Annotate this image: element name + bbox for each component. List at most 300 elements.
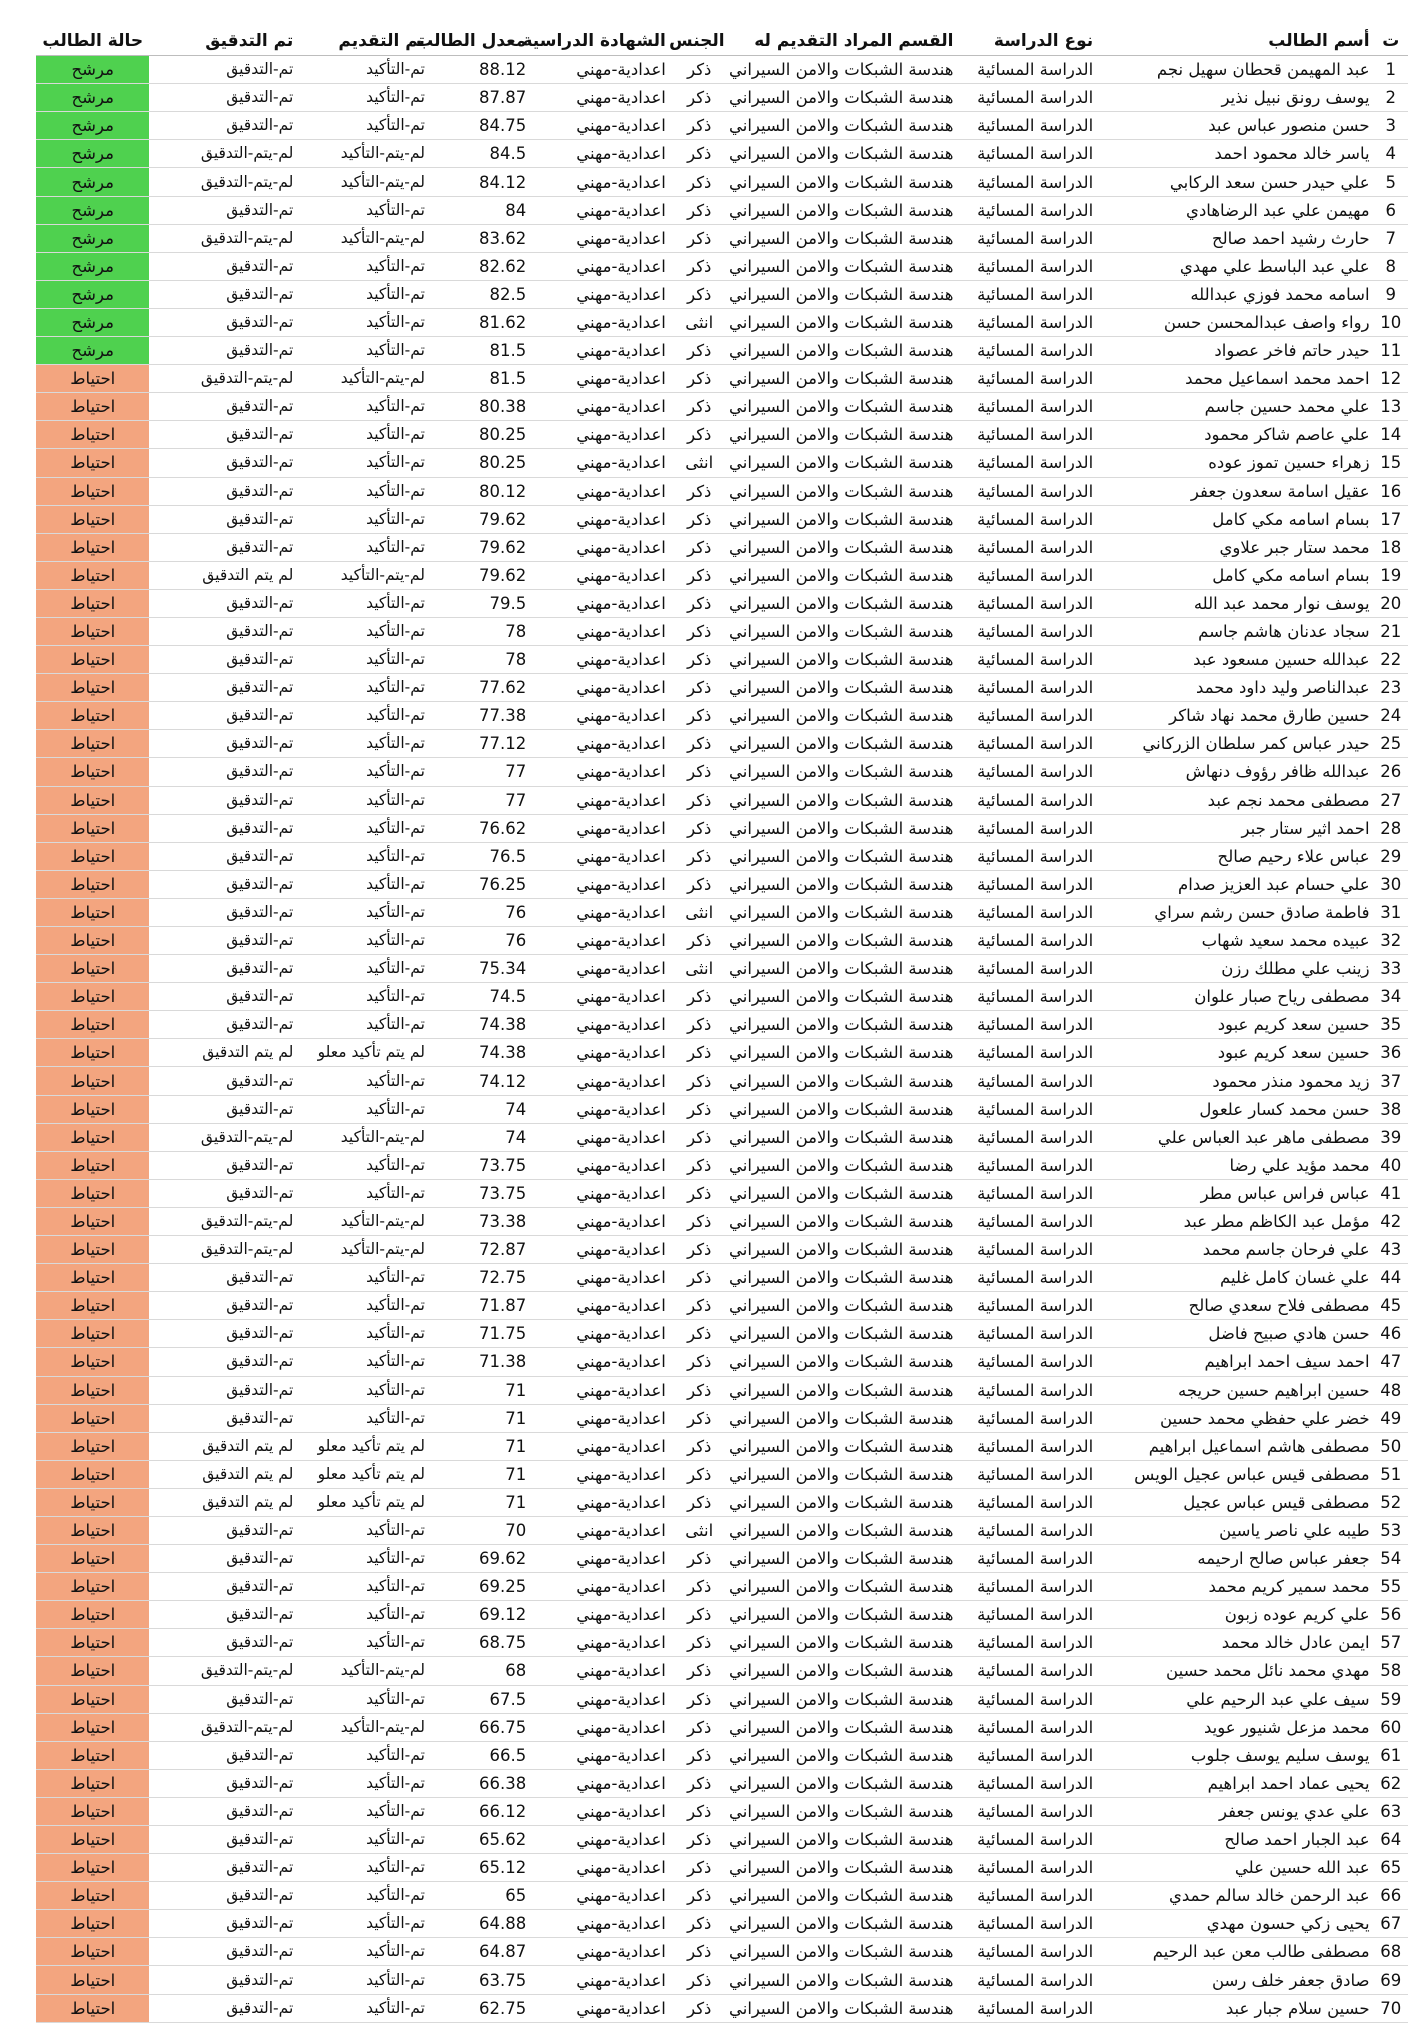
cell-status: احتياط [36,870,149,898]
cell-gender: ذكر [670,1292,729,1320]
cell-certificate: اعدادية-مهني [540,702,670,730]
cell-status: احتياط [36,758,149,786]
cell-name: مصطفى ماهر عبد العباس علي [1097,1123,1373,1151]
cell-gender: ذكر [670,533,729,561]
cell-seq: 35 [1374,1011,1408,1039]
cell-checked: تم-التدقيق [149,252,297,280]
cell-applied: تم-التأكيد [297,196,429,224]
cell-gender: انثى [670,898,729,926]
cell-seq: 60 [1374,1713,1408,1741]
cell-certificate: اعدادية-مهني [540,1826,670,1854]
cell-checked: تم-التدقيق [149,1938,297,1966]
cell-checked: تم-التدقيق [149,1179,297,1207]
cell-average: 70 [429,1516,540,1544]
cell-name: حسين طارق محمد نهاد شاكر [1097,702,1373,730]
cell-gender: ذكر [670,1938,729,1966]
cell-name: حسن منصور عباس عبد [1097,112,1373,140]
cell-status: احتياط [36,505,149,533]
cell-average: 79.62 [429,533,540,561]
table-row [36,477,1408,505]
cell-applied: تم-التأكيد [297,1826,429,1854]
cell-average: 71.75 [429,1320,540,1348]
cell-gender: ذكر [670,337,729,365]
cell-applied: لم يتم تأكيد معلو [297,1432,429,1460]
cell-average: 77.12 [429,730,540,758]
cell-average: 65.62 [429,1826,540,1854]
cell-seq: 41 [1374,1179,1408,1207]
cell-status: احتياط [36,1516,149,1544]
cell-status: مرشح [36,280,149,308]
table-row [36,1011,1408,1039]
cell-study-type: الدراسة المسائية [957,1236,1097,1264]
cell-gender: ذكر [670,674,729,702]
cell-certificate: اعدادية-مهني [540,1573,670,1601]
cell-status: احتياط [36,1320,149,1348]
cell-applied: لم-يتم-التأكيد [297,1236,429,1264]
cell-applied: لم-يتم-التأكيد [297,168,429,196]
cell-certificate: اعدادية-مهني [540,1039,670,1067]
cell-department: هندسة الشبكات والامن السيراني [729,224,958,252]
cell-average: 79.62 [429,505,540,533]
cell-seq: 20 [1374,589,1408,617]
cell-applied: تم-التأكيد [297,758,429,786]
cell-applied: تم-التأكيد [297,1348,429,1376]
cell-gender: ذكر [670,927,729,955]
cell-gender: ذكر [670,1545,729,1573]
cell-seq: 4 [1374,140,1408,168]
cell-applied: تم-التأكيد [297,702,429,730]
cell-certificate: اعدادية-مهني [540,1713,670,1741]
cell-seq: 7 [1374,224,1408,252]
cell-status: احتياط [36,1179,149,1207]
cell-name: مصطفى محمد نجم عبد [1097,786,1373,814]
cell-average: 72.75 [429,1264,540,1292]
cell-study-type: الدراسة المسائية [957,1264,1097,1292]
cell-status: احتياط [36,421,149,449]
table-row [36,168,1408,196]
cell-status: احتياط [36,1713,149,1741]
cell-gender: ذكر [670,84,729,112]
cell-department: هندسة الشبكات والامن السيراني [729,449,958,477]
cell-name: يوسف نوار محمد عبد الله [1097,589,1373,617]
table-row [36,84,1408,112]
cell-name: رواء واصف عبدالمحسن حسن [1097,308,1373,336]
cell-study-type: الدراسة المسائية [957,1573,1097,1601]
header-study-type: نوع الدراسة [957,28,1097,56]
cell-checked: تم-التدقيق [149,1151,297,1179]
cell-department: هندسة الشبكات والامن السيراني [729,646,958,674]
table-row [36,1067,1408,1095]
cell-status: احتياط [36,842,149,870]
cell-name: عبدالله ظافر رؤوف دنهاش [1097,758,1373,786]
cell-name: صادق جعفر خلف رسن [1097,1966,1373,1994]
cell-certificate: اعدادية-مهني [540,1011,670,1039]
cell-checked: تم-التدقيق [149,758,297,786]
cell-certificate: اعدادية-مهني [540,1854,670,1882]
cell-checked: لم-يتم-التدقيق [149,224,297,252]
header-seq: ت [1374,28,1408,56]
cell-certificate: اعدادية-مهني [540,1376,670,1404]
cell-department: هندسة الشبكات والامن السيراني [729,1516,958,1544]
cell-name: حيدر حاتم فاخر عصواد [1097,337,1373,365]
cell-average: 84.75 [429,112,540,140]
cell-average: 72.87 [429,1236,540,1264]
cell-status: احتياط [36,1151,149,1179]
cell-applied: تم-التأكيد [297,1151,429,1179]
cell-department: هندسة الشبكات والامن السيراني [729,1685,958,1713]
cell-seq: 38 [1374,1095,1408,1123]
cell-seq: 50 [1374,1432,1408,1460]
cell-gender: ذكر [670,168,729,196]
cell-department: هندسة الشبكات والامن السيراني [729,477,958,505]
cell-certificate: اعدادية-مهني [540,1460,670,1488]
cell-average: 83.62 [429,224,540,252]
cell-study-type: الدراسة المسائية [957,1854,1097,1882]
cell-department: هندسة الشبكات والامن السيراني [729,1320,958,1348]
cell-status: احتياط [36,1095,149,1123]
cell-checked: تم-التدقيق [149,646,297,674]
cell-gender: ذكر [670,617,729,645]
cell-average: 78 [429,617,540,645]
cell-certificate: اعدادية-مهني [540,1994,670,2022]
header-name: أسم الطالب [1097,28,1373,56]
table-row [36,983,1408,1011]
cell-department: هندسة الشبكات والامن السيراني [729,1207,958,1235]
cell-gender: ذكر [670,786,729,814]
cell-status: احتياط [36,730,149,758]
cell-name: زينب علي مطلك رزن [1097,955,1373,983]
cell-status: احتياط [36,1460,149,1488]
cell-certificate: اعدادية-مهني [540,1151,670,1179]
cell-checked: تم-التدقيق [149,927,297,955]
cell-gender: ذكر [670,1264,729,1292]
cell-name: زيد محمود منذر محمود [1097,1067,1373,1095]
cell-department: هندسة الشبكات والامن السيراني [729,758,958,786]
cell-study-type: الدراسة المسائية [957,1516,1097,1544]
cell-checked: تم-التدقيق [149,617,297,645]
cell-average: 82.62 [429,252,540,280]
cell-applied: تم-التأكيد [297,1573,429,1601]
table-row [36,1601,1408,1629]
table-row [36,1910,1408,1938]
cell-name: حسن محمد كسار علعول [1097,1095,1373,1123]
cell-checked: تم-التدقيق [149,1067,297,1095]
header-row [36,28,1408,56]
cell-seq: 44 [1374,1264,1408,1292]
cell-status: مرشح [36,112,149,140]
cell-name: يوسف سليم يوسف جلوب [1097,1741,1373,1769]
cell-gender: ذكر [670,1207,729,1235]
cell-study-type: الدراسة المسائية [957,617,1097,645]
cell-checked: تم-التدقيق [149,1910,297,1938]
cell-department: هندسة الشبكات والامن السيراني [729,1573,958,1601]
cell-average: 87.87 [429,84,540,112]
table-row [36,589,1408,617]
cell-checked: تم-التدقيق [149,1854,297,1882]
cell-certificate: اعدادية-مهني [540,393,670,421]
cell-gender: ذكر [670,1629,729,1657]
cell-seq: 66 [1374,1882,1408,1910]
cell-status: احتياط [36,1966,149,1994]
cell-study-type: الدراسة المسائية [957,870,1097,898]
cell-name: خضر علي حفظي محمد حسين [1097,1404,1373,1432]
cell-applied: تم-التأكيد [297,252,429,280]
cell-study-type: الدراسة المسائية [957,786,1097,814]
cell-average: 69.25 [429,1573,540,1601]
cell-study-type: الدراسة المسائية [957,702,1097,730]
cell-certificate: اعدادية-مهني [540,870,670,898]
cell-status: احتياط [36,1067,149,1095]
cell-status: احتياط [36,702,149,730]
cell-average: 80.12 [429,477,540,505]
cell-study-type: الدراسة المسائية [957,112,1097,140]
cell-checked: تم-التدقيق [149,674,297,702]
cell-checked: تم-التدقيق [149,533,297,561]
cell-average: 78 [429,646,540,674]
table-row [36,898,1408,926]
cell-checked: تم-التدقيق [149,280,297,308]
cell-status: احتياط [36,1797,149,1825]
cell-study-type: الدراسة المسائية [957,1067,1097,1095]
cell-department: هندسة الشبكات والامن السيراني [729,140,958,168]
cell-status: احتياط [36,1994,149,2022]
cell-gender: ذكر [670,505,729,533]
cell-average: 88.12 [429,56,540,84]
cell-study-type: الدراسة المسائية [957,1039,1097,1067]
cell-department: هندسة الشبكات والامن السيراني [729,1966,958,1994]
cell-certificate: اعدادية-مهني [540,1685,670,1713]
cell-checked: تم-التدقيق [149,449,297,477]
cell-department: هندسة الشبكات والامن السيراني [729,252,958,280]
cell-gender: ذكر [670,870,729,898]
cell-name: عبدالناصر وليد داود محمد [1097,674,1373,702]
cell-name: بسام اسامه مكي كامل [1097,505,1373,533]
cell-status: احتياط [36,1854,149,1882]
cell-name: علي حيدر حسن سعد الركابي [1097,168,1373,196]
cell-seq: 55 [1374,1573,1408,1601]
table-row [36,1320,1408,1348]
students-table [36,28,1408,2023]
cell-applied: تم-التأكيد [297,1404,429,1432]
cell-checked: تم-التدقيق [149,1545,297,1573]
cell-study-type: الدراسة المسائية [957,1011,1097,1039]
cell-gender: ذكر [670,1236,729,1264]
cell-applied: تم-التأكيد [297,1545,429,1573]
cell-average: 68 [429,1657,540,1685]
cell-average: 76.25 [429,870,540,898]
table-row [36,617,1408,645]
table-row [36,1236,1408,1264]
table-row [36,1741,1408,1769]
cell-applied: تم-التأكيد [297,477,429,505]
cell-average: 74 [429,1095,540,1123]
cell-seq: 10 [1374,308,1408,336]
cell-status: احتياط [36,561,149,589]
cell-applied: لم يتم تأكيد معلو [297,1460,429,1488]
cell-department: هندسة الشبكات والامن السيراني [729,1741,958,1769]
cell-study-type: الدراسة المسائية [957,1545,1097,1573]
cell-checked: تم-التدقيق [149,1348,297,1376]
cell-checked: لم-يتم-التدقيق [149,1207,297,1235]
cell-status: احتياط [36,1123,149,1151]
cell-gender: ذكر [670,365,729,393]
cell-name: حارث رشيد احمد صالح [1097,224,1373,252]
cell-department: هندسة الشبكات والامن السيراني [729,505,958,533]
cell-checked: تم-التدقيق [149,1095,297,1123]
cell-study-type: الدراسة المسائية [957,1994,1097,2022]
cell-department: هندسة الشبكات والامن السيراني [729,927,958,955]
table-row [36,280,1408,308]
table-row [36,1376,1408,1404]
cell-seq: 13 [1374,393,1408,421]
cell-department: هندسة الشبكات والامن السيراني [729,842,958,870]
cell-gender: انثى [670,1516,729,1544]
cell-study-type: الدراسة المسائية [957,1713,1097,1741]
cell-applied: تم-التأكيد [297,533,429,561]
cell-name: عقيل اسامة سعدون جعفر [1097,477,1373,505]
cell-name: ياسر خالد محمود احمد [1097,140,1373,168]
cell-status: احتياط [36,1938,149,1966]
cell-applied: تم-التأكيد [297,337,429,365]
cell-department: هندسة الشبكات والامن السيراني [729,983,958,1011]
cell-study-type: الدراسة المسائية [957,842,1097,870]
cell-status: احتياط [36,449,149,477]
cell-name: علي عبد الباسط علي مهدي [1097,252,1373,280]
cell-checked: لم يتم التدقيق [149,1488,297,1516]
cell-status: احتياط [36,786,149,814]
cell-applied: تم-التأكيد [297,1011,429,1039]
cell-checked: تم-التدقيق [149,1994,297,2022]
cell-seq: 47 [1374,1348,1408,1376]
cell-average: 81.62 [429,308,540,336]
cell-study-type: الدراسة المسائية [957,561,1097,589]
cell-seq: 28 [1374,814,1408,842]
table-row [36,1292,1408,1320]
cell-applied: لم-يتم-التأكيد [297,224,429,252]
table-row [36,1123,1408,1151]
header-status: حالة الطالب [36,28,149,56]
cell-average: 80.38 [429,393,540,421]
cell-applied: تم-التأكيد [297,870,429,898]
cell-department: هندسة الشبكات والامن السيراني [729,1910,958,1938]
cell-seq: 69 [1374,1966,1408,1994]
header-gender: الجنس [670,28,729,56]
cell-seq: 16 [1374,477,1408,505]
cell-study-type: الدراسة المسائية [957,898,1097,926]
table-row [36,505,1408,533]
cell-department: هندسة الشبكات والامن السيراني [729,1179,958,1207]
cell-applied: تم-التأكيد [297,1376,429,1404]
table-row [36,1095,1408,1123]
cell-status: احتياط [36,1826,149,1854]
cell-name: علي غسان كامل غليم [1097,1264,1373,1292]
cell-certificate: اعدادية-مهني [540,168,670,196]
cell-study-type: الدراسة المسائية [957,1488,1097,1516]
cell-average: 76.62 [429,814,540,842]
cell-average: 66.75 [429,1713,540,1741]
table-row [36,1404,1408,1432]
cell-seq: 2 [1374,84,1408,112]
cell-gender: ذكر [670,1910,729,1938]
cell-average: 73.38 [429,1207,540,1235]
cell-average: 82.5 [429,280,540,308]
cell-checked: تم-التدقيق [149,1376,297,1404]
cell-study-type: الدراسة المسائية [957,1882,1097,1910]
cell-study-type: الدراسة المسائية [957,955,1097,983]
cell-checked: تم-التدقيق [149,196,297,224]
cell-study-type: الدراسة المسائية [957,252,1097,280]
cell-certificate: اعدادية-مهني [540,140,670,168]
cell-checked: لم-يتم-التدقيق [149,1713,297,1741]
cell-gender: ذكر [670,56,729,84]
cell-name: مؤمل عبد الكاظم مطر عبد [1097,1207,1373,1235]
cell-certificate: اعدادية-مهني [540,955,670,983]
cell-gender: ذكر [670,1460,729,1488]
cell-department: هندسة الشبكات والامن السيراني [729,870,958,898]
cell-average: 66.5 [429,1741,540,1769]
cell-name: سجاد عدنان هاشم جاسم [1097,617,1373,645]
cell-seq: 52 [1374,1488,1408,1516]
cell-name: يوسف رونق نبيل نذير [1097,84,1373,112]
cell-seq: 53 [1374,1516,1408,1544]
cell-name: عباس علاء رحيم صالح [1097,842,1373,870]
cell-department: هندسة الشبكات والامن السيراني [729,533,958,561]
cell-average: 81.5 [429,337,540,365]
cell-checked: لم يتم التدقيق [149,1039,297,1067]
cell-average: 71.38 [429,1348,540,1376]
cell-status: احتياط [36,1545,149,1573]
cell-study-type: الدراسة المسائية [957,1376,1097,1404]
table-row [36,140,1408,168]
cell-seq: 1 [1374,56,1408,84]
cell-name: مصطفى فلاح سعدي صالح [1097,1292,1373,1320]
cell-name: علي كريم عوده زبون [1097,1601,1373,1629]
cell-name: علي حسام عبد العزيز صدام [1097,870,1373,898]
cell-checked: تم-التدقيق [149,730,297,758]
cell-average: 75.34 [429,955,540,983]
cell-certificate: اعدادية-مهني [540,1432,670,1460]
cell-checked: تم-التدقيق [149,1292,297,1320]
cell-seq: 56 [1374,1601,1408,1629]
cell-study-type: الدراسة المسائية [957,1741,1097,1769]
cell-name: حسين سلام جبار عبد [1097,1994,1373,2022]
cell-seq: 30 [1374,870,1408,898]
cell-applied: تم-التأكيد [297,1179,429,1207]
cell-checked: تم-التدقيق [149,421,297,449]
cell-department: هندسة الشبكات والامن السيراني [729,1545,958,1573]
cell-department: هندسة الشبكات والامن السيراني [729,308,958,336]
cell-gender: ذكر [670,421,729,449]
cell-gender: ذكر [670,1011,729,1039]
cell-gender: ذكر [670,730,729,758]
cell-department: هندسة الشبكات والامن السيراني [729,1854,958,1882]
cell-seq: 24 [1374,702,1408,730]
cell-certificate: اعدادية-مهني [540,1516,670,1544]
table-row [36,1348,1408,1376]
cell-name: محمد سمير كريم محمد [1097,1573,1373,1601]
table-row [36,421,1408,449]
cell-checked: لم-يتم-التدقيق [149,168,297,196]
cell-average: 77.38 [429,702,540,730]
table-row [36,337,1408,365]
cell-checked: تم-التدقيق [149,1320,297,1348]
cell-checked: تم-التدقيق [149,589,297,617]
cell-seq: 21 [1374,617,1408,645]
cell-average: 73.75 [429,1151,540,1179]
cell-name: مصطفى هاشم اسماعيل ابراهيم [1097,1432,1373,1460]
table-row [36,1938,1408,1966]
cell-checked: تم-التدقيق [149,1573,297,1601]
